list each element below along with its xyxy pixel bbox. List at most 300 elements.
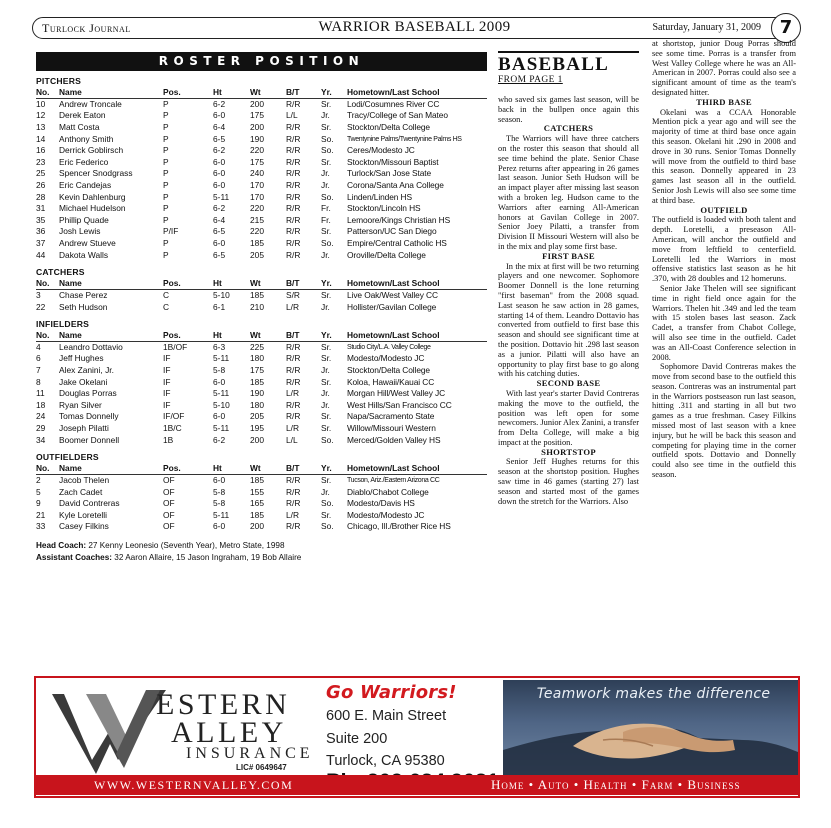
table-cell: Linden/Linden HS xyxy=(347,191,412,202)
article-subhead: OUTFIELD xyxy=(700,204,748,215)
table-cell: 37 xyxy=(36,237,46,248)
table-cell: 190 xyxy=(250,388,264,399)
page-number: 7 xyxy=(771,13,801,43)
article-subhead: FIRST BASE xyxy=(542,250,595,261)
table-cell: L/L xyxy=(286,434,298,445)
assistant-coaches-line xyxy=(36,552,487,564)
table-cell: 22 xyxy=(36,301,46,312)
table-cell: Sr. xyxy=(321,98,332,109)
table-cell: Jr. xyxy=(321,388,330,399)
table-cell: Andrew Troncale xyxy=(59,98,122,109)
table-cell: 5 xyxy=(36,486,41,497)
table-row xyxy=(36,400,487,412)
table-cell: 180 xyxy=(250,399,264,410)
table-cell: Douglas Porras xyxy=(59,388,117,399)
table-row xyxy=(36,353,487,365)
column-header: Wt xyxy=(250,87,286,98)
table-row xyxy=(36,498,487,510)
column-header: Name xyxy=(59,463,163,474)
table-cell: Twentynine Palms/Twentynine Palms HS xyxy=(347,135,462,143)
table-cell: 180 xyxy=(250,353,264,364)
table-cell: L/R xyxy=(286,423,300,434)
table-cell: So. xyxy=(321,237,334,248)
roster-table xyxy=(36,463,487,533)
table-cell: R/R xyxy=(286,145,301,156)
table-cell: Empire/Central Catholic HS xyxy=(347,237,447,248)
table-row xyxy=(36,215,487,227)
table-cell: Derrick Goblirsch xyxy=(59,145,124,156)
table-cell: IF xyxy=(163,353,171,364)
table-cell: 215 xyxy=(250,214,264,225)
table-cell: 44 xyxy=(36,249,46,260)
article-paragraph: With last year's starter David Contreras making the move to the outfield, the position was left open for some newcomers. Junior Alex Zanini, a transfer from Delta College, will make a big impact at the position. xyxy=(498,388,639,447)
table-cell: 6-0 xyxy=(213,376,226,387)
table-cell: Spencer Snodgrass xyxy=(59,168,133,179)
table-cell: IF xyxy=(163,365,171,376)
table-cell: C xyxy=(163,301,170,312)
table-cell: Morgan Hill/West Valley JC xyxy=(347,388,446,399)
table-cell: IF xyxy=(163,399,171,410)
table-cell: Kevin Dahlenburg xyxy=(59,191,126,202)
masthead xyxy=(32,17,797,41)
table-cell: 155 xyxy=(250,486,264,497)
table-row xyxy=(36,487,487,499)
table-cell: R/R xyxy=(286,498,301,509)
table-row xyxy=(36,180,487,192)
table-cell: 14 xyxy=(36,133,46,144)
table-cell: 5-10 xyxy=(213,289,230,300)
column-header: Yr. xyxy=(321,87,347,98)
jump-line: FROM PAGE 1 xyxy=(498,75,563,85)
paper-name: Turlock Journal xyxy=(42,21,131,35)
table-row xyxy=(36,238,487,250)
column-header: B/T xyxy=(286,463,321,474)
table-cell: So. xyxy=(321,521,334,532)
article-column-1 xyxy=(498,95,639,506)
roster-group xyxy=(36,267,487,313)
article-paragraph: Sophomore David Contreras makes the move from second base to the outfield this season. Contreras was an instrumental part in the Warriors postseason run last season, hitting .311 and starting in all but two games as a true freshman. Casey Filkins missed most of last season with a knee injury, but he will be back this season and competing for playing time in the corner outfield spots. Dottavio and Donnelly could also see time in the outfield this season. xyxy=(652,362,796,480)
table-cell: West Hills/San Francisco CC xyxy=(347,399,452,410)
issue-date: Saturday, January 31, 2009 xyxy=(652,22,761,33)
table-cell: 18 xyxy=(36,399,46,410)
table-cell: So. xyxy=(321,145,334,156)
table-row xyxy=(36,226,487,238)
table-cell: L/R xyxy=(286,301,300,312)
column-header: Yr. xyxy=(321,330,347,341)
table-cell: 9 xyxy=(36,498,41,509)
table-cell: Lodi/Cosumnes River CC xyxy=(347,98,440,109)
table-cell: Corona/Santa Ana College xyxy=(347,179,444,190)
table-cell: Anthony Smith xyxy=(59,133,114,144)
table-cell: Patterson/UC San Diego xyxy=(347,226,437,237)
roster-group xyxy=(36,76,487,261)
table-cell: Jr. xyxy=(321,365,330,376)
table-cell: 1B xyxy=(163,434,174,445)
table-cell: Boomer Donnell xyxy=(59,434,120,445)
table-row xyxy=(36,122,487,134)
table-cell: Jr. xyxy=(321,110,330,121)
roster-table xyxy=(36,87,487,261)
license-number: LIC# 0649647 xyxy=(236,763,287,772)
table-cell: L/R xyxy=(286,388,300,399)
table-cell: R/R xyxy=(286,365,301,376)
table-row xyxy=(36,377,487,389)
table-cell: Lemoore/Kings Christian HS xyxy=(347,214,451,225)
table-cell: Tomas Donnelly xyxy=(59,411,119,422)
table-cell: P xyxy=(163,249,169,260)
table-cell: 185 xyxy=(250,376,264,387)
table-cell: 33 xyxy=(36,521,46,532)
table-cell: L/R xyxy=(286,509,300,520)
table-cell: 200 xyxy=(250,121,264,132)
table-cell: So. xyxy=(321,434,334,445)
column-header: Ht xyxy=(213,87,250,98)
table-cell: 5-11 xyxy=(213,353,230,364)
table-cell: Stockton/Lincoln HS xyxy=(347,203,421,214)
table-cell: Sr. xyxy=(321,353,332,364)
table-row xyxy=(36,475,487,487)
table-cell: 175 xyxy=(250,110,264,121)
table-cell: Josh Lewis xyxy=(59,226,101,237)
table-cell: So. xyxy=(321,133,334,144)
table-cell: Turlock/San Jose State xyxy=(347,168,432,179)
table-cell: R/R xyxy=(286,399,301,410)
table-cell: Tracy/College of San Mateo xyxy=(347,110,448,121)
table-cell: R/R xyxy=(286,353,301,364)
head-coach-label: Head Coach: xyxy=(36,541,87,550)
column-header: Name xyxy=(59,278,163,289)
table-cell: 6-0 xyxy=(213,179,226,190)
table-cell: Jr. xyxy=(321,249,330,260)
table-cell: 220 xyxy=(250,145,264,156)
table-cell: Studio City/L.A. Valley College xyxy=(347,343,431,351)
table-cell: P xyxy=(163,168,169,179)
article-subhead: SHORTSTOP xyxy=(541,446,596,457)
table-cell: Merced/Golden Valley HS xyxy=(347,434,441,445)
table-cell: R/R xyxy=(286,341,301,352)
table-cell: Andrew Stueve xyxy=(59,237,116,248)
roster-table xyxy=(36,330,487,446)
table-cell: David Contreras xyxy=(59,498,120,509)
table-cell: C xyxy=(163,289,170,300)
article-paragraph: The Warriors will have three catchers on the roster this season that should all see time behind the plate. Senior Chase Perez returns after appearing in 26 games last season. Junior Seth Hudson will be an impact player after missing last season with a broken leg. Hudson came to the Warriors after earning All-American honors at Gavilan College in 2007. Senior Joey Pilatti, a transfer from Division II Missouri Western will also be in the mix and play some first base. xyxy=(498,134,639,251)
section-title: WARRIOR BASEBALL 2009 xyxy=(318,19,511,35)
column-header: Wt xyxy=(250,330,286,341)
table-cell: IF/OF xyxy=(163,411,185,422)
roster-table xyxy=(36,278,487,313)
table-row xyxy=(36,341,487,353)
table-cell: 6-0 xyxy=(213,411,226,422)
column-header: Yr. xyxy=(321,278,347,289)
column-header: No. xyxy=(36,87,59,98)
table-cell: 4 xyxy=(36,341,41,352)
table-cell: P xyxy=(163,121,169,132)
table-cell: Hollister/Gavilan College xyxy=(347,301,437,312)
table-cell: Stockton/Delta College xyxy=(347,365,430,376)
table-cell: Sr. xyxy=(321,341,332,352)
table-cell: 29 xyxy=(36,423,46,434)
table-cell: 5-11 xyxy=(213,388,230,399)
table-cell: R/R xyxy=(286,121,301,132)
table-cell: 6-2 xyxy=(213,203,226,214)
column-header: Yr. xyxy=(321,463,347,474)
table-row xyxy=(36,302,487,314)
roster-group xyxy=(36,319,487,446)
table-cell: Leandro Dottavio xyxy=(59,341,123,352)
table-cell: P xyxy=(163,237,169,248)
table-cell: 175 xyxy=(250,365,264,376)
table-row xyxy=(36,134,487,146)
column-header: B/T xyxy=(286,330,321,341)
table-cell: Eric Candejas xyxy=(59,179,112,190)
table-cell: OF xyxy=(163,498,175,509)
table-cell: 6-0 xyxy=(213,521,226,532)
table-cell: Sr. xyxy=(321,376,332,387)
column-header: Hometown/Last School xyxy=(347,87,487,98)
table-cell: 6-4 xyxy=(213,214,226,225)
table-cell: 6-3 xyxy=(213,341,226,352)
assistant-coaches: 32 Aaron Allaire, 15 Jason Ingraham, 19 Bob Allaire xyxy=(114,552,302,562)
table-row xyxy=(36,168,487,180)
roster-groups xyxy=(36,76,487,533)
table-cell: Oroville/Delta College xyxy=(347,249,426,260)
table-row xyxy=(36,98,487,110)
table-cell: 185 xyxy=(250,289,264,300)
column-header: Pos. xyxy=(163,278,213,289)
table-cell: 220 xyxy=(250,226,264,237)
article-subhead: SECOND BASE xyxy=(536,378,601,389)
table-row xyxy=(36,289,487,301)
column-header: Hometown/Last School xyxy=(347,330,487,341)
column-header: No. xyxy=(36,278,59,289)
table-cell: P xyxy=(163,179,169,190)
table-cell: P xyxy=(163,110,169,121)
table-cell: 2 xyxy=(36,475,41,486)
table-cell: 6-0 xyxy=(213,237,226,248)
table-row xyxy=(36,510,487,522)
table-cell: 5-8 xyxy=(213,498,226,509)
table-cell: Stockton/Missouri Baptist xyxy=(347,156,439,167)
group-title: OUTFIELDERS xyxy=(36,452,99,463)
advertisement xyxy=(34,676,800,798)
table-row xyxy=(36,521,487,533)
table-cell: Derek Eaton xyxy=(59,110,106,121)
address-line-2: Suite 200 xyxy=(326,731,388,747)
brand-line-3: INSURANCE xyxy=(186,745,314,762)
table-cell: 6-5 xyxy=(213,226,226,237)
table-cell: Willow/Missouri Western xyxy=(347,423,436,434)
table-cell: R/R xyxy=(286,521,301,532)
table-cell: 6-2 xyxy=(213,98,226,109)
table-cell: Napa/Sacramento State xyxy=(347,411,435,422)
table-cell: R/R xyxy=(286,179,301,190)
article-subhead: THIRD BASE xyxy=(696,96,752,107)
column-header: No. xyxy=(36,330,59,341)
table-cell: 16 xyxy=(36,145,46,156)
table-row xyxy=(36,388,487,400)
table-cell: 28 xyxy=(36,191,46,202)
table-row xyxy=(36,192,487,204)
group-title: CATCHERS xyxy=(36,267,85,278)
column-header: Name xyxy=(59,87,163,98)
table-cell: Ryan Silver xyxy=(59,399,102,410)
table-cell: Jake Okelani xyxy=(59,376,108,387)
table-cell: 185 xyxy=(250,509,264,520)
table-cell: Sr. xyxy=(321,509,332,520)
table-row xyxy=(36,110,487,122)
table-cell: Chase Perez xyxy=(59,289,108,300)
table-cell: 6-4 xyxy=(213,121,226,132)
ad-footer-bar xyxy=(36,775,798,795)
table-cell: 21 xyxy=(36,509,46,520)
table-cell: Sr. xyxy=(321,423,332,434)
table-cell: Stockton/Delta College xyxy=(347,121,430,132)
table-cell: 6-2 xyxy=(213,434,226,445)
column-header: Wt xyxy=(250,278,286,289)
table-cell: IF xyxy=(163,376,171,387)
table-cell: 6-0 xyxy=(213,110,226,121)
table-cell: 5-11 xyxy=(213,509,230,520)
article-headline: BASEBALL xyxy=(498,51,639,75)
table-cell: 1B/OF xyxy=(163,341,188,352)
table-cell: OF xyxy=(163,521,175,532)
table-row xyxy=(36,423,487,435)
table-cell: 8 xyxy=(36,376,41,387)
table-cell: R/R xyxy=(286,133,301,144)
column-header: B/T xyxy=(286,87,321,98)
table-cell: 1B/C xyxy=(163,423,182,434)
table-cell: 205 xyxy=(250,411,264,422)
table-cell: R/R xyxy=(286,168,301,179)
table-header-row xyxy=(36,278,487,289)
assistant-coaches-label: Assistant Coaches: xyxy=(36,552,112,562)
table-cell: 6-1 xyxy=(213,301,226,312)
table-row xyxy=(36,250,487,262)
table-cell: 6-0 xyxy=(213,156,226,167)
address-line-1: 600 E. Main Street xyxy=(326,708,447,724)
column-header: B/T xyxy=(286,278,321,289)
table-cell: 5-11 xyxy=(213,191,230,202)
roster-group xyxy=(36,452,487,533)
table-row xyxy=(36,203,487,215)
table-cell: 165 xyxy=(250,498,264,509)
table-cell: 34 xyxy=(36,434,46,445)
table-cell: R/R xyxy=(286,203,301,214)
table-cell: L/L xyxy=(286,110,298,121)
article-column-2 xyxy=(652,39,796,480)
table-header-row xyxy=(36,87,487,98)
table-cell: 205 xyxy=(250,249,264,260)
table-cell: 5-10 xyxy=(213,399,230,410)
table-cell: R/R xyxy=(286,98,301,109)
table-cell: Michael Hudelson xyxy=(59,203,126,214)
table-cell: P xyxy=(163,203,169,214)
table-row xyxy=(36,411,487,423)
head-coach-line xyxy=(36,540,487,552)
column-header: Ht xyxy=(213,278,250,289)
ad-slogan: Go Warriors! xyxy=(326,682,457,703)
column-header: Hometown/Last School xyxy=(347,463,487,474)
table-cell: 23 xyxy=(36,156,46,167)
table-cell: P xyxy=(163,98,169,109)
group-title: PITCHERS xyxy=(36,76,82,86)
article-paragraph: Senior Jeff Hughes returns for this season at the shortstop position. Hughes saw time in 46 games (starting 27) last season and started most of the games down the stretch for the Warriors. Also xyxy=(498,457,639,506)
table-cell: R/R xyxy=(286,475,301,486)
table-cell: Joseph Pilatti xyxy=(59,423,109,434)
head-coach: 27 Kenny Leonesio (Seventh Year), Metro State, 1998 xyxy=(88,541,285,550)
table-row xyxy=(36,365,487,377)
table-cell: 185 xyxy=(250,237,264,248)
table-cell: 12 xyxy=(36,110,46,121)
coaching-staff xyxy=(36,540,487,563)
table-cell: 6 xyxy=(36,353,41,364)
table-cell: P xyxy=(163,214,169,225)
table-cell: Ceres/Modesto JC xyxy=(347,145,415,156)
table-cell: So. xyxy=(321,191,334,202)
table-cell: 35 xyxy=(36,214,46,225)
table-cell: 240 xyxy=(250,168,264,179)
table-header-row xyxy=(36,463,487,474)
table-cell: R/R xyxy=(286,237,301,248)
table-cell: Eric Federico xyxy=(59,156,109,167)
table-cell: Modesto/Modesto JC xyxy=(347,509,425,520)
table-cell: 7 xyxy=(36,365,41,376)
table-cell: 225 xyxy=(250,341,264,352)
table-cell: Modesto/Davis HS xyxy=(347,498,415,509)
brand-line-1: ESTERN xyxy=(156,688,291,721)
article-paragraph: Senior Jake Thelen will see significant time in right field once again for the Warriors. Thelen hit .349 and led the team with 15 stolen bases last season. Zack Cadet, a transfer from Chabot College, will also see time in the outfield. Cadet was an All-Coast Conference selection in 2008. xyxy=(652,283,796,362)
table-cell: 24 xyxy=(36,411,46,422)
article-subhead: CATCHERS xyxy=(543,123,594,134)
table-cell: P xyxy=(163,156,169,167)
table-cell: OF xyxy=(163,486,175,497)
table-cell: 5-8 xyxy=(213,365,226,376)
table-cell: P/IF xyxy=(163,226,179,237)
table-cell: Jeff Hughes xyxy=(59,353,104,364)
table-cell: OF xyxy=(163,475,175,486)
table-cell: 5-11 xyxy=(213,423,230,434)
table-cell: R/R xyxy=(286,156,301,167)
table-cell: 11 xyxy=(36,388,45,399)
table-cell: So. xyxy=(321,498,334,509)
column-header: Pos. xyxy=(163,87,213,98)
table-cell: R/R xyxy=(286,226,301,237)
article-paragraph: The outfield is loaded with both talent and depth. Loretelli, a preseason All-American, will anchor the outfield and move from leftfield to centerfield. Loretelli led the Warriors in most offensive statistics last season as he hit .370, with 28 doubles and 12 homeruns. xyxy=(652,215,796,284)
table-cell: 3 xyxy=(36,289,41,300)
table-cell: Fr. xyxy=(321,203,331,214)
table-cell: 200 xyxy=(250,434,264,445)
column-header: Wt xyxy=(250,463,286,474)
table-cell: Tucson, Ariz./Eastern Arizona CC xyxy=(347,477,440,485)
table-cell: Diablo/Chabot College xyxy=(347,486,429,497)
table-cell: Sr. xyxy=(321,121,332,132)
table-cell: 220 xyxy=(250,203,264,214)
table-cell: Sr. xyxy=(321,156,332,167)
column-header: No. xyxy=(36,463,59,474)
table-cell: Zach Cadet xyxy=(59,486,103,497)
table-cell: R/R xyxy=(286,411,301,422)
column-header: Hometown/Last School xyxy=(347,278,487,289)
article-paragraph: In the mix at first will be two returning players and one newcomer. Sophomore Boomer Donnell is the lone returning "first baseman" from the 2008 squad. Last season he saw action in 28 games, starting 14 of them. Leandro Dottavio has converted from outfield to first base this season and should see significant time at the position. Dottavio hit .298 last season as a junior. Pilatti will also have an opportunity to play first base to go along with his catching duties. xyxy=(498,261,639,379)
roster-title: ROSTER POSITION xyxy=(36,52,487,71)
article-paragraph: at shortstop, junior Doug Porras should see some time. Porras is a transfer from West Valley College where he was an All-American in 2007. Porras could also see a significant amount of time as the team's designated hitter. xyxy=(652,39,796,97)
table-cell: 185 xyxy=(250,475,264,486)
table-cell: P xyxy=(163,191,169,202)
table-cell: Sr. xyxy=(321,475,332,486)
table-cell: Jr. xyxy=(321,301,330,312)
table-row xyxy=(36,435,487,447)
website-link[interactable]: WWW.WESTERNVALLEY.COM xyxy=(94,778,294,792)
